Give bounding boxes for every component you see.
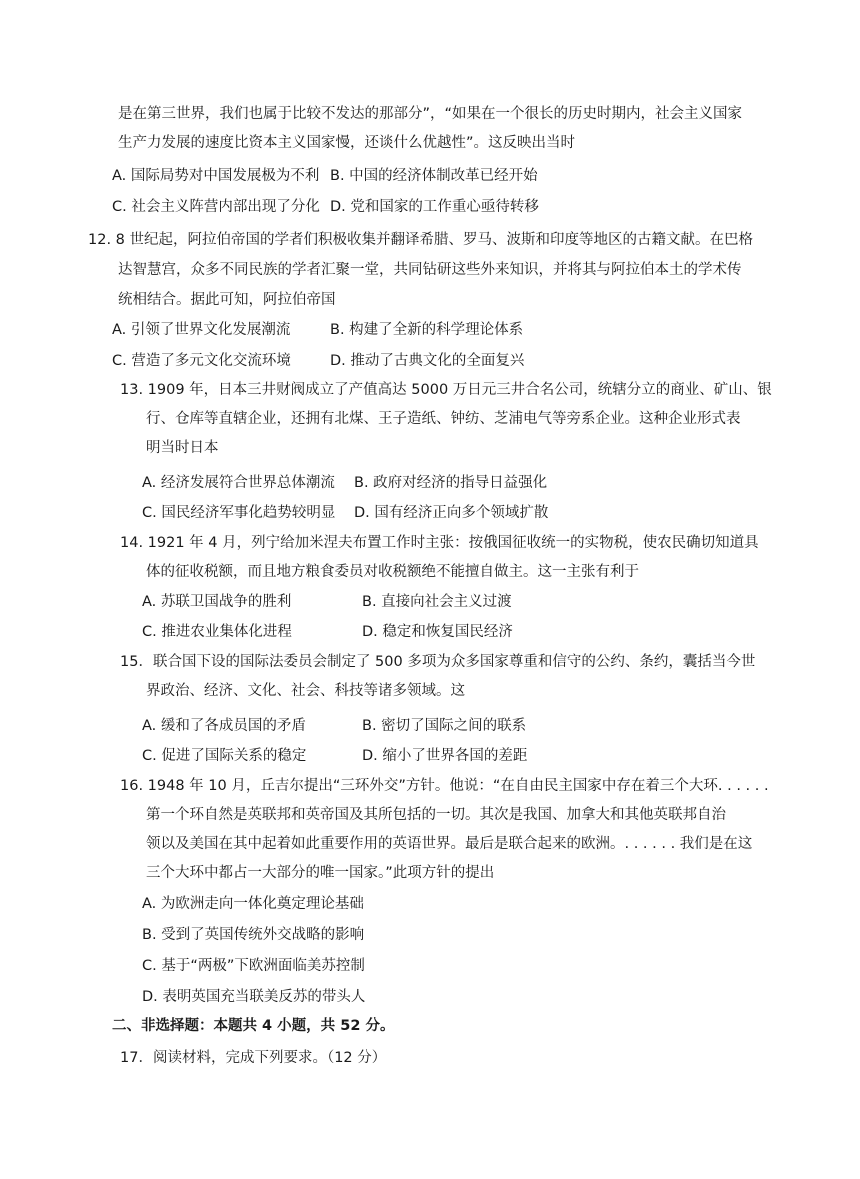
q11-line-1: 是在第三世界，我们也属于比较不发达的那部分”，“如果在一个很长的历史时期内，社会主义国家	[118, 106, 743, 122]
q15-line-2: 界政治、经济、文化、社会、科技等诸多领域。这	[146, 683, 465, 699]
q11-option-c: C. 社会主义阵营内部出现了分化	[112, 199, 320, 215]
q16-line-1: 16. 1948 年 10 月，丘吉尔提出“三环外交”方针。他说：“在自由民主国家中存在着三个大环. . . . . .	[120, 778, 769, 794]
q16-option-c: C. 基于“两极”下欧洲面临美苏控制	[142, 958, 365, 974]
q16-line-3: 领以及美国在其中起着如此重要作用的英语世界。最后是联合起来的欧洲。. . . . . . 我们是在这	[146, 836, 753, 852]
q14-option-d: D. 稳定和恢复国民经济	[362, 624, 513, 640]
q12-option-d: D. 推动了古典文化的全面复兴	[330, 353, 525, 369]
q12-option-b: B. 构建了全新的科学理论体系	[330, 322, 524, 338]
q15-line-1: 15．联合国下设的国际法委员会制定了 500 多项为众多国家尊重和信守的公约、条约，囊括当今世	[120, 654, 756, 670]
q15-option-c: C. 促进了国际关系的稳定	[142, 748, 307, 764]
q14-option-c: C. 推进农业集体化进程	[142, 624, 292, 640]
q16-line-2: 第一个环自然是英联邦和英帝国及其所包括的一切。其次是我国、加拿大和其他英联邦自治	[146, 807, 726, 823]
q15-option-a: A. 缓和了各成员国的矛盾	[142, 718, 306, 734]
q16-option-b: B. 受到了英国传统外交战略的影响	[142, 927, 365, 943]
q13-option-c: C. 国民经济军事化趋势较明显	[142, 505, 336, 521]
q12-line-2: 达智慧宫，众多不同民族的学者汇聚一堂，共同钻研这些外来知识，并将其与阿拉伯本土的学术传	[118, 262, 742, 278]
q13-option-a: A. 经济发展符合世界总体潮流	[142, 475, 335, 491]
q13-option-d: D. 国有经济正向多个领域扩散	[354, 505, 549, 521]
section-heading: 二、非选择题：本题共 4 小题，共 52 分。	[112, 1018, 395, 1034]
q13-line-3: 明当时日本	[146, 440, 219, 456]
q15-option-d: D. 缩小了世界各国的差距	[362, 748, 528, 764]
q14-line-2: 体的征收税额，而且地方粮食委员对收税额绝不能擅自做主。这一主张有利于	[146, 564, 639, 580]
q14-line-1: 14. 1921 年 4 月，列宁给加米涅夫布置工作时主张：按俄国征收统一的实物税，使农民确切知道具	[120, 535, 759, 551]
q13-line-1: 13. 1909 年，日本三井财阀成立了产值高达 5000 万日元三井合名公司，统辖分立的商业、矿山、银	[120, 382, 772, 398]
q16-option-d: D. 表明英国充当联美反苏的带头人	[142, 989, 366, 1005]
q11-line-2: 生产力发展的速度比资本主义国家慢，还谈什么优越性”。这反映出当时	[118, 135, 576, 151]
q12-option-a: A. 引领了世界文化发展潮流	[112, 322, 291, 338]
q16-line-4: 三个大环中都占一大部分的唯一国家。”此项方针的提出	[146, 865, 495, 881]
q12-line-1: 12. 8 世纪起，阿拉伯帝国的学者们积极收集并翻译希腊、罗马、波斯和印度等地区的古籍文献。在巴格	[88, 232, 753, 248]
q11-option-b: B. 中国的经济体制改革已经开始	[330, 168, 538, 184]
q15-option-b: B. 密切了国际之间的联系	[362, 718, 527, 734]
q13-option-b: B. 政府对经济的指导日益强化	[354, 475, 548, 491]
q17-prompt: 17．阅读材料，完成下列要求。（12 分）	[120, 1050, 387, 1066]
q16-option-a: A. 为欧洲走向一体化奠定理论基础	[142, 896, 364, 912]
q14-option-a: A. 苏联卫国战争的胜利	[142, 594, 292, 610]
q11-option-a: A. 国际局势对中国发展极为不利	[112, 168, 320, 184]
q13-line-2: 行、仓库等直辖企业，还拥有北煤、王子造纸、钟纺、芝浦电气等旁系企业。这种企业形式表	[146, 411, 741, 427]
q12-line-3: 统相结合。据此可知，阿拉伯帝国	[118, 292, 336, 308]
q14-option-b: B. 直接向社会主义过渡	[362, 594, 512, 610]
q11-option-d: D. 党和国家的工作重心亟待转移	[330, 199, 539, 215]
q12-option-c: C. 营造了多元文化交流环境	[112, 353, 291, 369]
